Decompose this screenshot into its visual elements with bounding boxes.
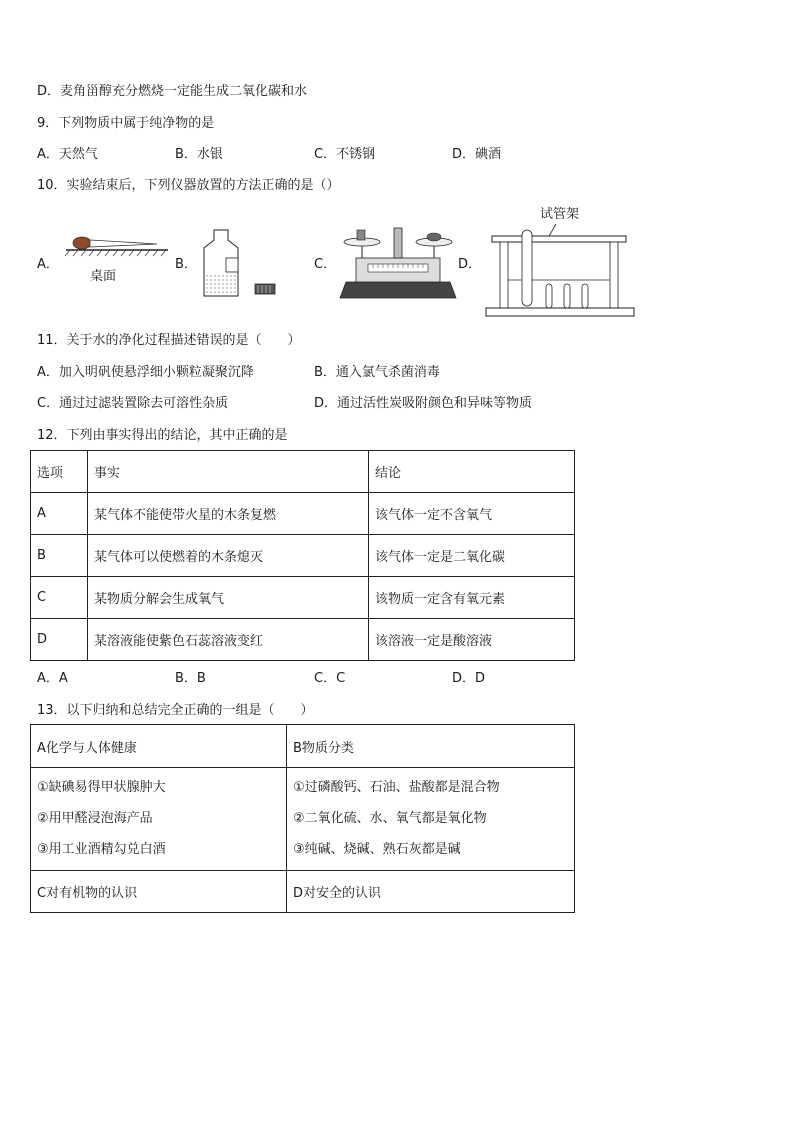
question-13-stem: 13．以下归纳和总结完全正确的一组是（ ） [37,703,314,718]
q11-option-a: A．加入明矾使悬浮细小颗粒凝聚沉降 [37,365,254,380]
row-fact: 某物质分解会生成氧气 [88,577,369,619]
row-option: C [31,577,88,619]
question-9-stem: 9．下列物质中属于纯净物的是 [37,116,215,131]
table-row [31,725,575,768]
q10-label-d: D． [458,257,482,272]
q11-option-c: C．通过过滤装置除去可溶性杂质 [37,396,229,411]
group-b-title: B物质分类 [287,725,575,768]
row-option: A [31,493,88,535]
option-line-d-previous: D．麦角甾醇充分燃烧一定能生成二氧化碳和水 [37,84,308,99]
q9-option-a: A．天然气 [37,147,98,162]
group-a-item: ③用工业酒精勾兑白酒 [37,842,166,857]
group-c-title: C对有机物的认识 [31,871,287,913]
reagent-bottle-icon [200,228,280,300]
q9-option-c: C．不锈钢 [314,147,376,162]
dropper-icon [62,228,172,288]
q10-label-a: A． [37,257,59,272]
row-fact: 某气体不能使带火星的木条复燃 [88,493,369,535]
desk-label: 桌面 [90,269,117,284]
row-option: D [31,619,88,661]
q12-option-c: C．C [314,671,346,686]
q12-option-a: A．A [37,671,68,686]
q10-label-c: C． [314,257,337,272]
q12-option-d: D．D [452,671,486,686]
header-fact: 事实 [88,451,369,493]
test-tube-rack-icon [482,222,638,320]
q13-table [30,724,575,913]
table-row [31,871,575,913]
table-row [31,619,575,661]
row-conclusion: 该物质一定含有氧元素 [369,577,575,619]
q9-option-d: D．碘酒 [452,147,502,162]
row-fact: 某溶液能使紫色石蕊溶液变红 [88,619,369,661]
row-option: B [31,535,88,577]
q11-option-b: B．通入氯气杀菌消毒 [314,365,440,380]
question-12-stem: 12．下列由事实得出的结论，其中正确的是 [37,428,288,443]
table-row [31,768,575,871]
table-row [31,493,575,535]
row-conclusion: 该溶液一定是酸溶液 [369,619,575,661]
question-11-stem: 11．关于水的净化过程描述错误的是（ ） [37,333,301,348]
row-conclusion: 该气体一定不含氧气 [369,493,575,535]
table-header-row [31,451,575,493]
q10-label-b: B． [175,257,197,272]
open-reagent-bottle-figure [200,228,280,300]
group-b-item: ③纯碱、烧碱、熟石灰都是碱 [293,842,461,857]
group-b-items [287,768,575,871]
test-tube-rack-figure [482,222,638,320]
q12-table [30,450,575,661]
dropper-on-desk-figure [62,228,172,288]
test-tube-rack-label: 试管架 [540,207,580,222]
group-a-item: ①缺碘易得甲状腺肿大 [37,780,166,795]
balance-icon [338,222,458,302]
q11-option-d: D．通过活性炭吸附颜色和异味等物质 [314,396,533,411]
balance-scale-figure [338,222,458,302]
q12-option-b: B．B [175,671,206,686]
table-row [31,577,575,619]
group-a-title: A化学与人体健康 [31,725,287,768]
table-row [31,535,575,577]
question-10-stem: 10．实验结束后，下列仪器放置的方法正确的是（） [37,178,340,193]
group-d-title: D对安全的认识 [287,871,575,913]
group-b-item: ①过磷酸钙、石油、盐酸都是混合物 [293,780,500,795]
row-conclusion: 该气体一定是二氧化碳 [369,535,575,577]
group-a-item: ②用甲醛浸泡海产品 [37,811,153,826]
header-option: 选项 [31,451,88,493]
group-b-item: ②二氧化硫、水、氧气都是氧化物 [293,811,487,826]
q9-option-b: B．水银 [175,147,223,162]
group-a-items [31,768,287,871]
row-fact: 某气体可以使燃着的木条熄灭 [88,535,369,577]
header-conclusion: 结论 [369,451,575,493]
